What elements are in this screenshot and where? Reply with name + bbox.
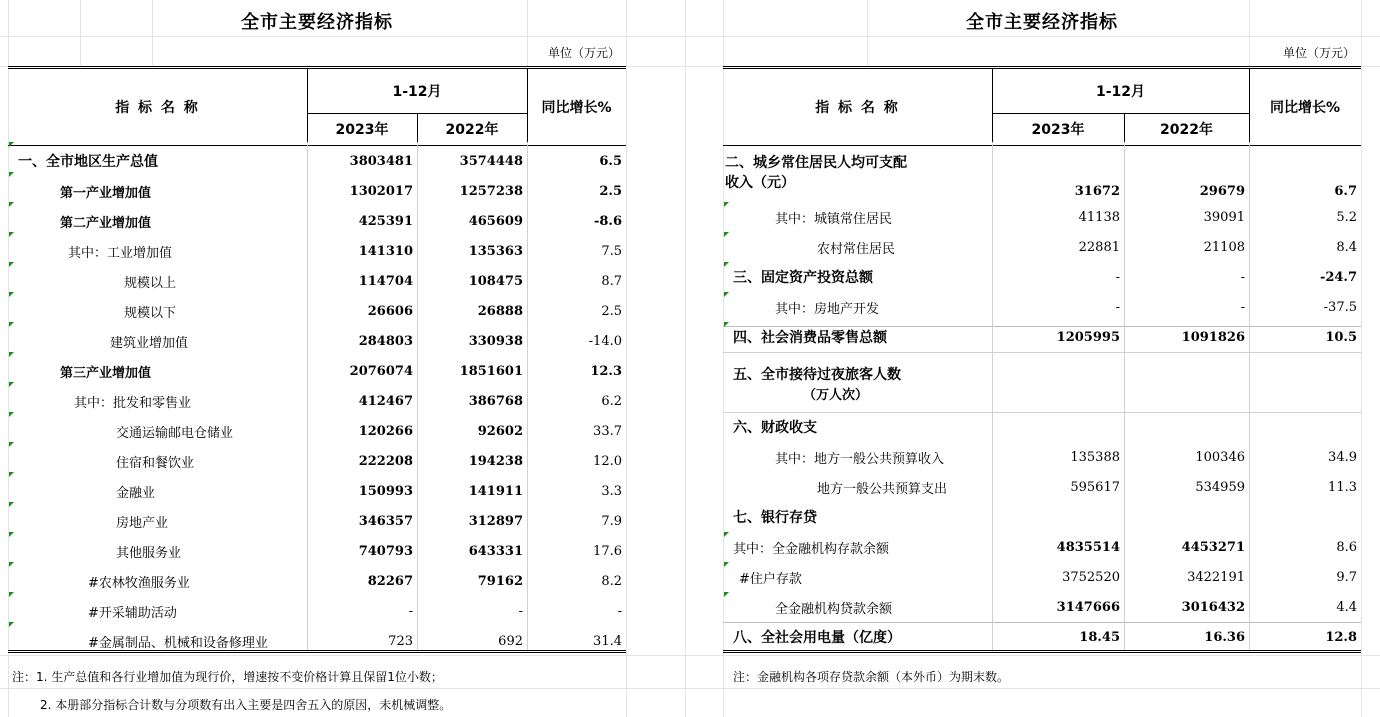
value-2023: - (408, 603, 413, 619)
value-2023: 595617 (1070, 479, 1120, 495)
value-2023: 31672 (1074, 184, 1120, 199)
value-2022: 100346 (1195, 449, 1245, 465)
row-label: 第一产业增加值 (60, 185, 152, 201)
cell-comment-marker (724, 292, 729, 297)
growth-value: -37.5 (1323, 299, 1357, 315)
growth-value: 17.6 (593, 543, 622, 559)
value-2022: 79162 (477, 573, 523, 589)
right-table-title: 全市主要经济指标 (966, 12, 1118, 33)
growth-value: -14.0 (588, 333, 622, 349)
table-row (723, 532, 1361, 562)
growth-value: 12.3 (590, 363, 622, 379)
table-row (723, 442, 1361, 472)
growth-value: 3.3 (601, 483, 622, 499)
cell-comment-marker (9, 322, 14, 327)
header-year-2023: 2023年 (1031, 122, 1085, 138)
value-2023: 3752520 (1062, 569, 1120, 585)
growth-value: 8.2 (601, 573, 622, 589)
value-2023: - (1115, 299, 1120, 315)
value-2023: 346357 (358, 513, 413, 529)
left-unit-label: 单位（万元） (547, 46, 620, 60)
value-2023: 141310 (358, 243, 413, 259)
row-label: 四、社会消费品零售总额 (733, 330, 887, 346)
cell-comment-marker (9, 562, 14, 567)
header-period: 1-12月 (392, 84, 442, 100)
value-2022: 1257238 (459, 183, 523, 199)
value-2022: 1091826 (1181, 329, 1245, 345)
row-label: 一、全市地区生产总值 (18, 154, 158, 170)
row-label: 其中：工业增加值 (68, 245, 173, 261)
table-row (8, 416, 626, 446)
header-year-2022: 2022年 (445, 122, 499, 138)
table-row (723, 592, 1361, 622)
left-note-2: 2. 本册部分指标合计数与分项数有出入主要是四舍五入的原因，未机械调整。 (40, 698, 452, 712)
growth-value: 12.8 (1325, 629, 1357, 645)
row-label: 全金融机构贷款余额 (775, 601, 893, 617)
cell-comment-marker (9, 352, 14, 357)
row-label: 第二产业增加值 (60, 215, 152, 231)
row-label: 其中：地方一般公共预算收入 (775, 451, 945, 467)
growth-value: 7.5 (601, 243, 622, 259)
value-2023: 425391 (358, 213, 413, 229)
value-2022: 135363 (468, 243, 523, 259)
cell-comment-marker (9, 502, 14, 507)
value-2023: 412467 (358, 393, 413, 409)
row-label: 其中：全金融机构存款余额 (733, 541, 890, 557)
growth-value: 31.4 (593, 633, 622, 649)
value-2022: 16.36 (1204, 629, 1245, 645)
table-row (723, 472, 1361, 502)
value-2023: 18.45 (1079, 629, 1120, 645)
left-table-title: 全市主要经济指标 (241, 12, 393, 33)
value-2023: 723 (388, 633, 413, 649)
row-label: 三、固定资产投资总额 (733, 270, 873, 286)
growth-value: 8.7 (601, 273, 622, 289)
cell-comment-marker (9, 592, 14, 597)
value-2022: - (1240, 269, 1245, 285)
row-label: 其中：城镇常住居民 (775, 211, 893, 227)
table-row (8, 596, 626, 626)
table-row (8, 446, 626, 476)
value-2022: 141911 (468, 483, 523, 499)
table-row (8, 146, 626, 176)
row-label: 农村常住居民 (817, 241, 896, 257)
row-label: 金融业 (116, 485, 156, 501)
table-row (723, 412, 1361, 442)
growth-value: 9.7 (1336, 569, 1357, 585)
row-label-line1: 五、全市接待过夜旅客人数 (733, 367, 901, 383)
cell-comment-marker (724, 562, 729, 567)
right-table-bottom-rule (723, 650, 1361, 653)
row-label: 规模以下 (124, 305, 177, 321)
header-indicator-name: 指 标 名 称 (815, 100, 900, 116)
value-2023: 3803481 (349, 153, 413, 169)
left-table-bottom-rule (8, 650, 626, 653)
cell-comment-marker (9, 382, 14, 387)
value-2022: 465609 (468, 213, 523, 229)
value-2022: 534959 (1195, 479, 1245, 495)
value-2022: 312897 (468, 513, 523, 529)
growth-value: 34.9 (1328, 449, 1357, 465)
value-2023: 82267 (367, 573, 413, 589)
table-row (8, 536, 626, 566)
value-2023: 1205995 (1056, 329, 1120, 345)
left-table-header (8, 66, 626, 146)
value-2022: 1851601 (459, 363, 523, 379)
row-label: 六、财政收支 (733, 420, 817, 436)
left-note-1: 注：1. 生产总值和各行业增加值为现行价，增速按不变价格计算且保留1位小数； (12, 670, 443, 684)
table-row-tourists (723, 356, 1361, 408)
growth-value: 12.0 (593, 453, 622, 469)
value-2023: 1302017 (349, 183, 413, 199)
cell-comment-marker (9, 622, 14, 627)
growth-value: 8.6 (1336, 539, 1357, 555)
row-label: 第三产业增加值 (60, 365, 152, 381)
growth-value: 33.7 (593, 423, 622, 439)
row-label: 住宿和餐饮业 (116, 455, 195, 471)
cell-comment-marker (9, 172, 14, 177)
value-2023: 3147666 (1056, 599, 1120, 615)
value-2023: 120266 (358, 423, 413, 439)
value-2023: 114704 (358, 273, 413, 289)
row-label: 其他服务业 (116, 545, 182, 561)
table-row (723, 202, 1361, 232)
row-label: 其中：批发和零售业 (74, 395, 192, 411)
value-2022: - (1240, 299, 1245, 315)
table-row (8, 176, 626, 206)
header-growth: 同比增长% (1269, 100, 1341, 116)
value-2022: 330938 (468, 333, 523, 349)
value-2022: 92602 (477, 423, 523, 439)
value-2022: 3574448 (459, 153, 523, 169)
table-row (723, 232, 1361, 262)
table-row (8, 476, 626, 506)
value-2023: 2076074 (349, 363, 413, 379)
table-row (8, 206, 626, 236)
value-2023: 150993 (358, 483, 413, 499)
cell-comment-marker (724, 232, 729, 237)
table-row (8, 296, 626, 326)
value-2023: 740793 (358, 543, 413, 559)
header-year-2022: 2022年 (1160, 122, 1213, 138)
growth-value: 10.5 (1325, 329, 1357, 345)
row-label: #金属制品、机械和设备修理业 (88, 635, 268, 651)
right-unit-label: 单位（万元） (1282, 46, 1355, 60)
value-2022: 108475 (468, 273, 523, 289)
cell-comment-marker (9, 412, 14, 417)
table-row (8, 236, 626, 266)
table-row (723, 562, 1361, 592)
growth-value: 8.4 (1336, 239, 1357, 255)
value-2022: 21108 (1203, 239, 1245, 255)
table-row (8, 326, 626, 356)
row-label-line1: 二、城乡常住居民人均可支配 (725, 155, 907, 171)
row-label: 地方一般公共预算支出 (817, 481, 948, 497)
row-label-line2: （万人次） (803, 388, 869, 403)
table-row (8, 386, 626, 416)
cell-comment-marker (9, 292, 14, 297)
row-label: 规模以上 (124, 275, 177, 291)
row-label: 其中：房地产开发 (775, 301, 880, 317)
value-2023: 222208 (358, 453, 413, 469)
header-growth: 同比增长% (541, 100, 612, 116)
cell-comment-marker (724, 532, 729, 537)
growth-value: 7.9 (601, 513, 622, 529)
table-row (723, 292, 1361, 322)
growth-value: - (617, 603, 622, 619)
cell-comment-marker (9, 262, 14, 267)
value-2023: - (1115, 269, 1120, 285)
value-2022: 386768 (468, 393, 523, 409)
growth-value: -8.6 (593, 213, 622, 229)
row-label: 房地产业 (116, 515, 169, 531)
right-table-header (723, 66, 1361, 146)
table-row (723, 622, 1361, 652)
table-row (723, 502, 1361, 532)
cell-comment-marker (724, 322, 729, 327)
cell-comment-marker (9, 142, 14, 147)
table-row (8, 506, 626, 536)
table-row-income (723, 146, 1361, 206)
value-2022: 3422191 (1187, 569, 1245, 585)
value-2022: 26888 (477, 303, 523, 319)
row-label-line2: 收入（元） (725, 175, 795, 191)
table-row (8, 356, 626, 386)
row-label: #住户存款 (739, 571, 802, 587)
cell-comment-marker (724, 202, 729, 207)
cell-comment-marker (724, 262, 729, 267)
value-2022: 692 (498, 633, 523, 649)
table-row (8, 266, 626, 296)
row-label: 交通运输邮电仓储业 (116, 425, 234, 441)
cell-comment-marker (9, 472, 14, 477)
header-period: 1-12月 (1095, 84, 1146, 100)
growth-value: 6.5 (599, 153, 622, 169)
value-2022: 194238 (468, 453, 523, 469)
row-label: 建筑业增加值 (110, 335, 189, 351)
value-2023: 26606 (367, 303, 413, 319)
growth-value: 2.5 (601, 303, 622, 319)
growth-value: 5.2 (1336, 209, 1357, 225)
table-row (723, 262, 1361, 292)
cell-comment-marker (9, 232, 14, 237)
value-2023: 4835514 (1056, 539, 1120, 555)
cell-comment-marker (9, 202, 14, 207)
header-indicator-name: 指 标 名 称 (115, 100, 200, 116)
right-note: 注：金融机构各项存贷款余额（本外币）为期末数。 (733, 670, 1010, 684)
row-label: #农林牧渔服务业 (88, 575, 190, 591)
cell-comment-marker (9, 442, 14, 447)
cell-comment-marker (724, 592, 729, 597)
value-2023: 41138 (1078, 209, 1120, 225)
growth-value: 4.4 (1336, 599, 1357, 615)
value-2023: 284803 (358, 333, 413, 349)
value-2022: 39091 (1203, 209, 1245, 225)
growth-value: 2.5 (599, 183, 622, 199)
growth-value: -24.7 (1319, 269, 1357, 285)
table-row (8, 566, 626, 596)
row-label: 八、全社会用电量（亿度） (733, 630, 901, 646)
header-year-2023: 2023年 (335, 122, 389, 138)
value-2023: 22881 (1078, 239, 1120, 255)
value-2023: 135388 (1070, 449, 1120, 465)
value-2022: 643331 (468, 543, 523, 559)
value-2022: 29679 (1199, 184, 1245, 199)
row-label: 七、银行存贷 (733, 510, 817, 526)
growth-value: 11.3 (1328, 479, 1357, 495)
value-2022: - (518, 603, 523, 619)
cell-comment-marker (9, 532, 14, 537)
growth-value: 6.2 (601, 393, 622, 409)
value-2022: 4453271 (1181, 539, 1245, 555)
value-2022: 3016432 (1181, 599, 1245, 615)
growth-value: 6.7 (1334, 184, 1357, 199)
row-label: #开采辅助活动 (88, 605, 177, 621)
